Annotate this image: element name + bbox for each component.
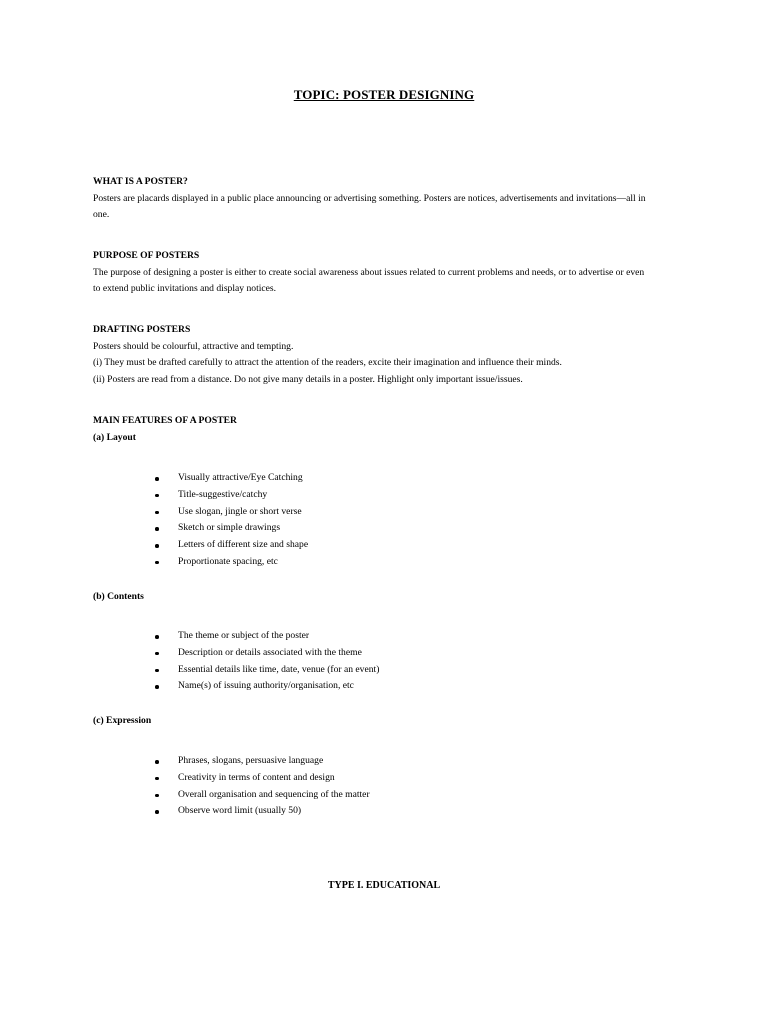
list-item [155,753,370,770]
bullet-icon [155,477,159,481]
bullet-icon [155,527,159,531]
bullet-icon [155,635,159,639]
list-item [155,554,308,571]
list-item [155,537,308,554]
paragraph-line: to extend public invitations and display notices. [93,283,277,294]
list-item-text: Use slogan, jingle or short verse [178,505,302,517]
subsection-label-expression: (c) Expression [93,715,152,726]
list-item-text: Name(s) of issuing authority/organisation, etc [178,680,354,692]
section-heading: DRAFTING POSTERS [93,324,191,335]
list-item [155,787,370,804]
list-item [155,770,370,787]
paragraph-line: Posters are placards displayed in a public place announcing or advertising something. Posters are notices, advertisements and invitations—all in [93,192,646,204]
bullet-icon [155,669,159,673]
section-heading: MAIN FEATURES OF A POSTER [93,415,237,426]
bullet-icon [155,511,159,515]
list-item-text: Overall organisation and sequencing of the matter [178,788,370,800]
list-item-text: Observe word limit (usually 50) [178,805,302,817]
section-main-features [93,413,673,446]
list-item [155,470,308,487]
contents-bullet-list [155,628,379,695]
list-item-text: The theme or subject of the poster [178,630,310,641]
list-item-text: Title-suggestive/catchy [178,488,268,500]
list-item-text: Description or details associated with the theme [178,646,362,658]
bullet-icon [155,494,159,498]
list-item [155,628,379,645]
bullet-icon [155,810,159,814]
type-heading: TYPE I. EDUCATIONAL [327,880,441,891]
list-item-text: Sketch or simple drawings [178,522,281,534]
paragraph-line: (i) They must be drafted carefully to attract the attention of the readers, excite their imagination and influence their minds. [93,357,562,368]
list-item [155,645,379,662]
layout-bullet-list [155,470,308,571]
paragraph-line: (ii) Posters are read from a distance. Do not give many details in a poster. Highlight only important issue/issues. [93,373,523,385]
list-item-text: Letters of different size and shape [178,539,309,551]
page-title: TOPIC: POSTER DESIGNING [293,87,475,102]
section-heading: PURPOSE OF POSTERS [93,250,200,261]
list-item [155,487,308,504]
list-item-text: Essential details like time, date, venue (for an event) [178,663,380,675]
list-item [155,504,308,521]
list-item [155,662,379,679]
bullet-icon [155,777,159,781]
list-item-text: Visually attractive/Eye Catching [178,472,303,483]
expression-bullet-list [155,753,370,820]
list-item [155,678,379,695]
subsection-label-contents: (b) Contents [93,591,144,602]
list-item-text: Phrases, slogans, persuasive language [178,755,324,766]
list-item-text: Creativity in terms of content and design [178,771,335,783]
bullet-icon [155,544,159,548]
bullet-icon [155,685,159,689]
section-heading: WHAT IS A POSTER? [93,176,188,187]
bullet-icon [155,794,159,798]
bullet-icon [155,652,159,656]
paragraph-line: Posters should be colourful, attractive and tempting. [93,340,294,352]
paragraph-line: The purpose of designing a poster is either to create social awareness about issues related to current problems and needs, or to advertise or even [93,266,645,278]
paragraph-line: one. [93,209,110,220]
list-item [155,803,370,820]
bullet-icon [155,561,159,565]
section-purpose-of-posters [93,248,673,298]
bullet-icon [155,760,159,764]
section-what-is-a-poster [93,174,673,224]
list-item [155,520,308,537]
list-item-text: Proportionate spacing, etc [178,555,278,567]
section-drafting-posters [93,322,673,388]
subsection-label-layout: (a) Layout [93,431,136,443]
